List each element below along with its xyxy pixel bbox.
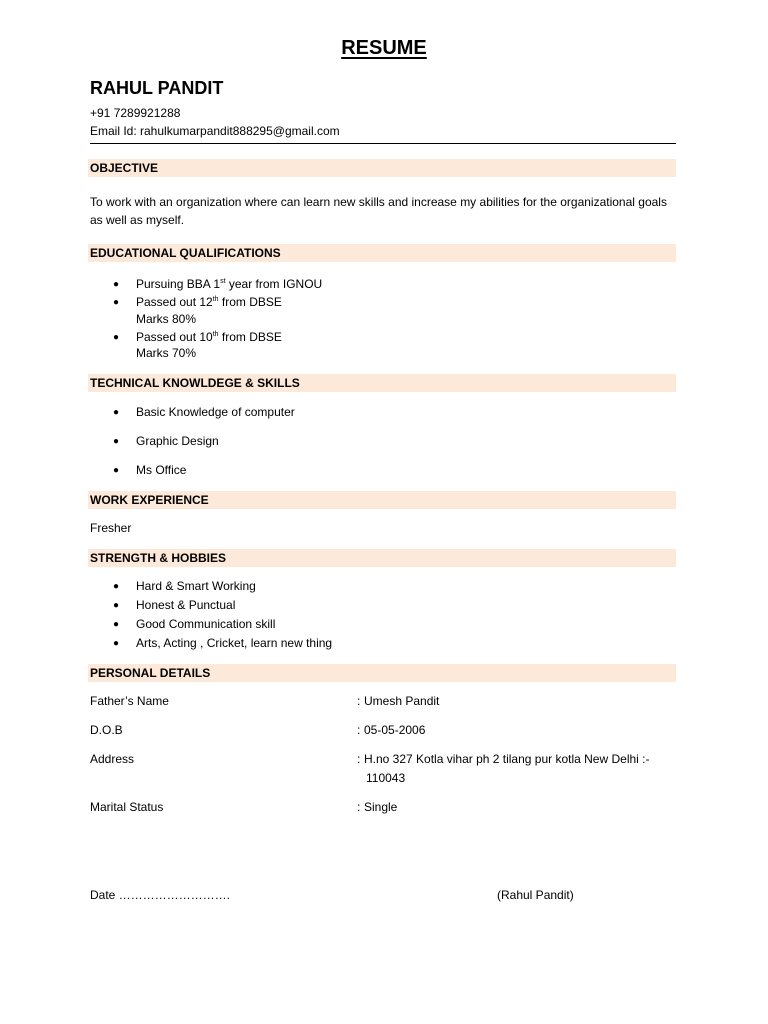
list-item: Passed out 10th from DBSE [136, 330, 282, 344]
list-item: Passed out 12th from DBSE [136, 295, 282, 309]
bullet-icon: ● [113, 619, 120, 630]
date-line: Date ………………………. [90, 888, 231, 902]
list-item: Ms Office [136, 463, 187, 477]
bullet-icon: ● [113, 279, 120, 290]
bullet-icon: ● [113, 436, 120, 447]
address-value: H.no 327 Kotla vihar ph 2 tilang pur kotla New Delhi :- [364, 752, 650, 766]
list-item: Basic Knowledge of computer [136, 405, 295, 419]
address-label: Address [90, 752, 135, 766]
section-heading: STRENGTH & HOBBIES [90, 551, 227, 565]
signature-name: (Rahul Pandit) [497, 888, 574, 902]
list-item: Good Communication skill [136, 617, 276, 631]
list-item: Pursuing BBA 1st year from IGNOU [136, 277, 323, 291]
separator: : [357, 800, 361, 814]
section-objective [88, 159, 676, 177]
list-item: Graphic Design [136, 434, 219, 448]
address-value-line2: 110043 [366, 771, 406, 785]
fathers-name-value: Umesh Pandit [364, 694, 440, 708]
objective-text: To work with an organization where can learn new skills and increase my abilities for the organizational goals as well as myself. [90, 195, 667, 227]
section-strengths [88, 549, 676, 567]
header-divider [90, 143, 676, 144]
section-skills [88, 374, 676, 392]
list-item: Arts, Acting , Cricket, learn new thing [136, 636, 333, 650]
candidate-name: RAHUL PANDIT [90, 78, 224, 98]
bullet-icon: ● [113, 600, 120, 611]
section-heading: OBJECTIVE [90, 161, 159, 175]
list-item: Hard & Smart Working [136, 579, 256, 593]
bullet-icon: ● [113, 638, 120, 649]
section-heading: EDUCATIONAL QUALIFICATIONS [90, 246, 281, 260]
bullet-icon: ● [113, 297, 120, 308]
marital-status-label: Marital Status [90, 800, 164, 814]
separator: : [357, 752, 361, 766]
section-heading: TECHNICAL KNOWLDEGE & SKILLS [90, 376, 300, 390]
phone-number: +91 7289921288 [90, 106, 181, 120]
dob-value: 05-05-2006 [364, 723, 426, 737]
list-item: Honest & Punctual [136, 598, 236, 612]
experience-text: Fresher [90, 521, 132, 535]
bullet-icon: ● [113, 465, 120, 476]
section-personal [88, 664, 676, 682]
section-education [88, 244, 676, 262]
bullet-icon: ● [113, 332, 120, 343]
email-line: Email Id: rahulkumarpandit888295@gmail.com [90, 124, 340, 138]
list-item-detail: Marks 70% [136, 346, 197, 360]
bullet-icon: ● [113, 581, 120, 592]
document-title: RESUME [341, 37, 427, 59]
list-item-detail: Marks 80% [136, 312, 197, 326]
fathers-name-label: Father’s Name [90, 694, 169, 708]
separator: : [357, 723, 361, 737]
section-heading: PERSONAL DETAILS [90, 666, 211, 680]
section-experience [88, 491, 676, 509]
section-heading: WORK EXPERIENCE [90, 493, 209, 507]
bullet-icon: ● [113, 407, 120, 418]
dob-label: D.O.B [90, 723, 123, 737]
marital-status-value: Single [364, 800, 398, 814]
separator: : [357, 694, 361, 708]
